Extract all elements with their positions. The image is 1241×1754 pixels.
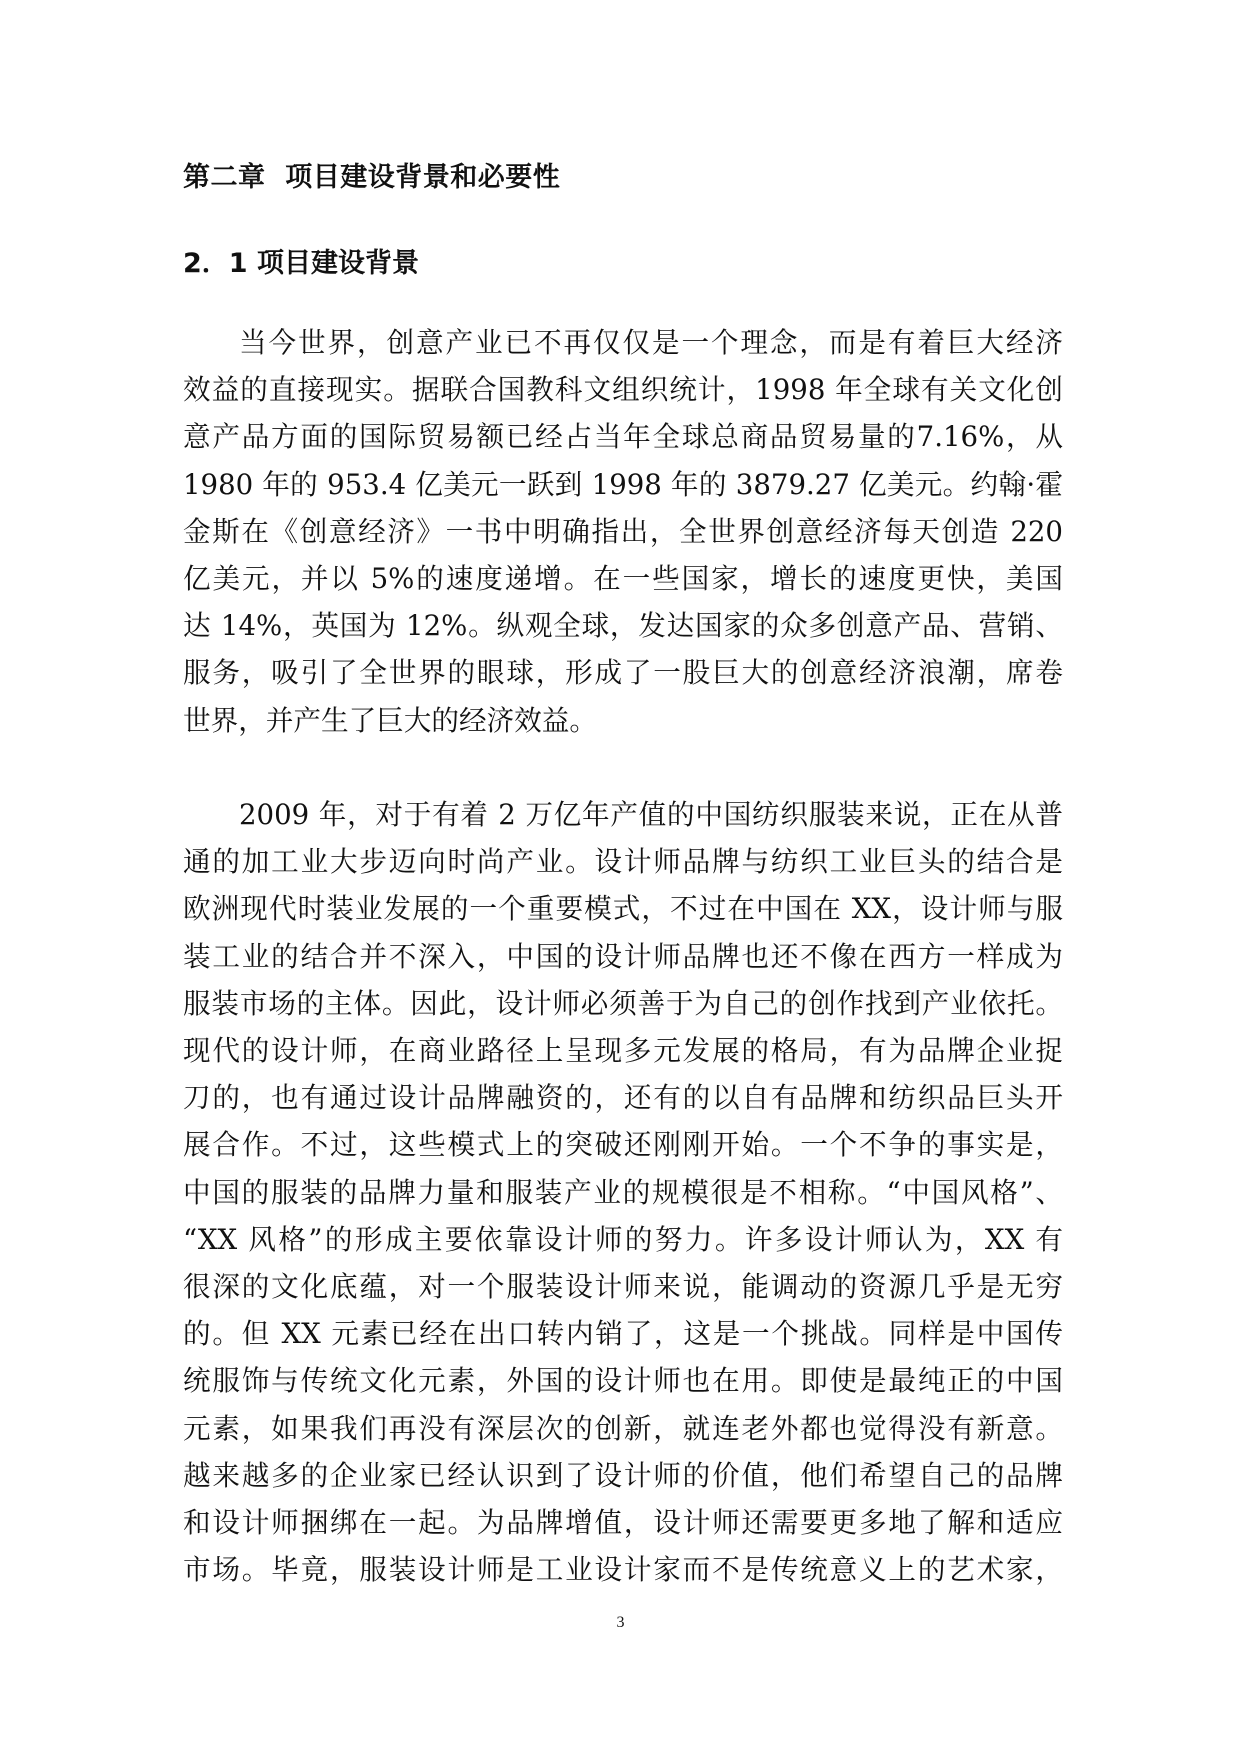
paragraph-line: 2009 年，对于有着 2 万亿年产值的中国纺织服装来说，正在从普 [239,798,1063,831]
section-title: 2．1 项目建设背景 [183,248,419,279]
paragraph-line: 效益的直接现实。据联合国教科文组织统计，1998 年全球有关文化创 [183,373,1063,407]
paragraph-line: 世界，并产生了巨大的经济效益。 [183,703,597,737]
paragraph-line: 亿美元，并以 5%的速度递增。在一些国家，增长的速度更快，美国 [183,562,1063,596]
paragraph-1 [183,319,1063,744]
paragraph-2 [183,791,1063,1593]
paragraph-line: 金斯在《创意经济》一书中明确指出，全世界创意经济每天创造 220 [183,514,1063,548]
paragraph-line: “XX 风格”的形成主要依靠设计师的努力。许多设计师认为，XX 有 [183,1222,1063,1256]
paragraph-line: 1980 年的 953.4 亿美元一跃到 1998 年的 3879.27 亿美元。约翰·霍 [183,467,1063,501]
chapter-title: 第二章 项目建设背景和必要性 [183,162,561,193]
paragraph-line: 中国的服装的品牌力量和服装产业的规模很是不相称。“中国风格”、 [183,1175,1063,1209]
paragraph-line: 服装市场的主体。因此，设计师必须善于为自己的创作找到产业依托。 [183,986,1063,1020]
paragraph-line: 和设计师捆绑在一起。为品牌增值，设计师还需要更多地了解和适应 [183,1506,1063,1540]
paragraph-line: 达 14%，英国为 12%。纵观全球，发达国家的众多创意产品、营销、 [183,609,1063,643]
paragraph-line: 当今世界，创意产业已不再仅仅是一个理念，而是有着巨大经济 [239,326,1063,359]
paragraph-line: 的。但 XX 元素已经在出口转内销了，这是一个挑战。同样是中国传 [183,1317,1063,1351]
paragraph-line: 展合作。不过，这些模式上的突破还刚刚开始。一个不争的事实是， [183,1128,1063,1162]
paragraph-line: 意产品方面的国际贸易额已经占当年全球总商品贸易量的7.16%，从 [183,420,1063,454]
paragraph-line: 装工业的结合并不深入，中国的设计师品牌也还不像在西方一样成为 [183,939,1063,973]
page-number: 3 [616,1614,625,1631]
paragraph-line: 通的加工业大步迈向时尚产业。设计师品牌与纺织工业巨头的结合是 [183,845,1063,879]
paragraph-line: 服务，吸引了全世界的眼球，形成了一股巨大的创意经济浪潮，席卷 [183,656,1063,690]
paragraph-line: 现代的设计师，在商业路径上呈现多元发展的格局，有为品牌企业捉 [183,1034,1063,1068]
paragraph-line: 很深的文化底蕴，对一个服装设计师来说，能调动的资源几乎是无穷 [183,1270,1063,1304]
paragraph-line: 刀的，也有通过设计品牌融资的，还有的以自有品牌和纺织品巨头开 [183,1081,1063,1115]
paragraph-line: 越来越多的企业家已经认识到了设计师的价值，他们希望自己的品牌 [183,1458,1063,1492]
paragraph-line: 元素，如果我们再没有深层次的创新，就连老外都也觉得没有新意。 [183,1411,1063,1445]
paragraph-line: 欧洲现代时装业发展的一个重要模式，不过在中国在 XX，设计师与服 [183,892,1063,926]
paragraph-line: 市场。毕竟，服装设计师是工业设计家而不是传统意义上的艺术家， [183,1553,1063,1587]
paragraph-line: 统服饰与传统文化元素，外国的设计师也在用。即使是最纯正的中国 [183,1364,1063,1398]
